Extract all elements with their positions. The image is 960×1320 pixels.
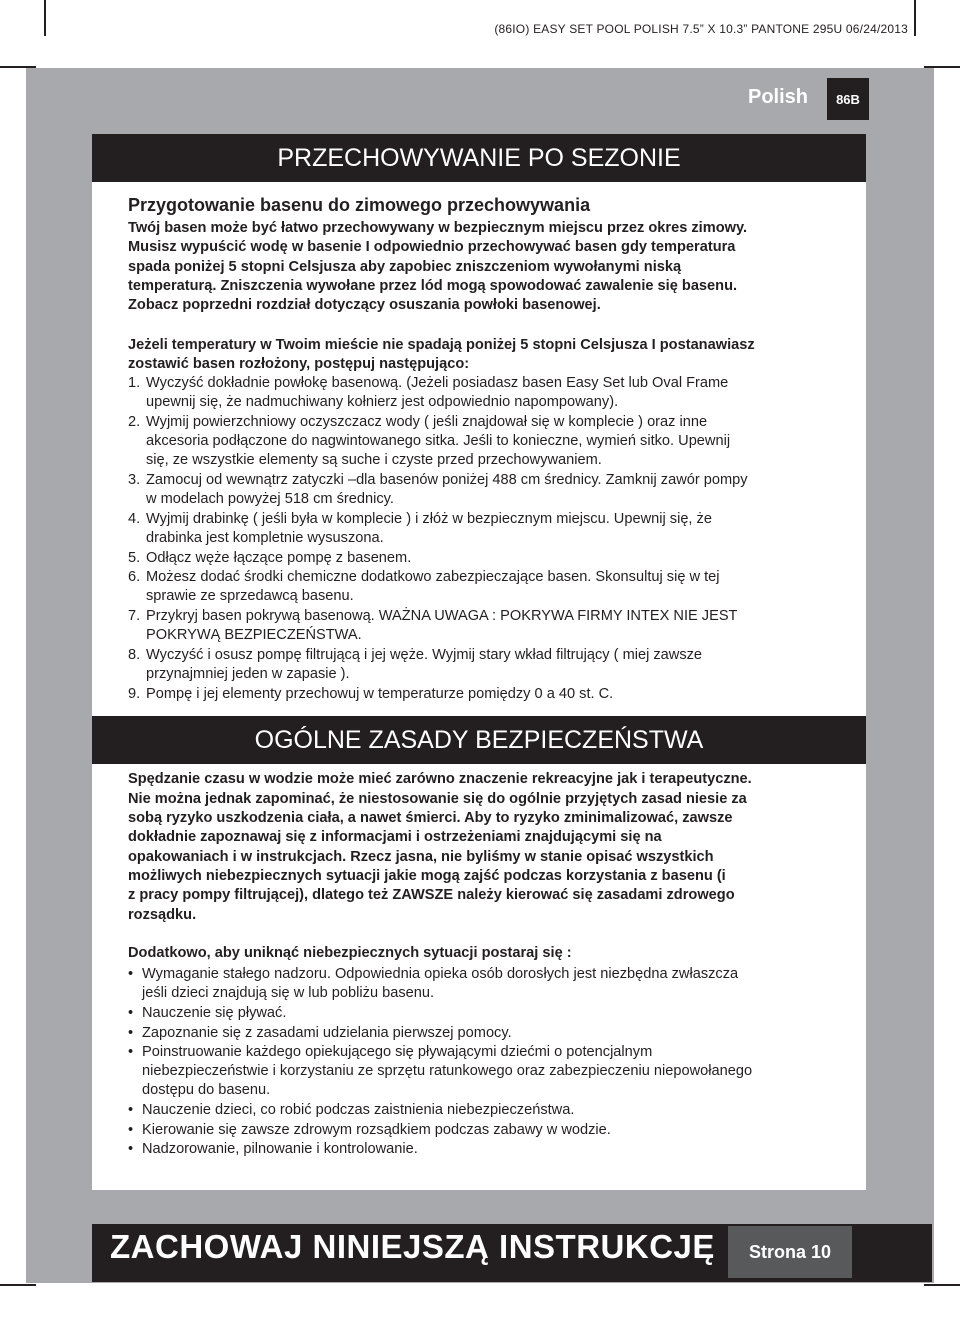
step-line: Wyjmij drabinkę ( jeśli była w komplecie ) i złóż w bezpiecznym miejscu. Upewnij się, że xyxy=(146,511,712,527)
safety-bullet xyxy=(128,1024,832,1043)
step-line: przynajmniej jeden w zapasie ). xyxy=(146,666,350,682)
intro-line: Musisz wypuścić wodę w basenie I odpowiednio przechowywać basen gdy temperatura xyxy=(128,239,736,255)
safety-lead: Dodatkowo, aby uniknąć niebezpiecznych sytuacji postaraj się : xyxy=(128,945,572,961)
step-number: 4. xyxy=(128,511,141,527)
step-line: w modelach powyżej 518 cm średnicy. xyxy=(146,491,394,507)
step-line: Możesz dodać środki chemiczne dodatkowo zabezpieczające basen. Skonsultuj się w tej xyxy=(146,569,720,585)
safety-intro-line: Spędzanie czasu w wodzie może mieć zarówno znaczenie rekreacyjne jak i terapeutyczne. xyxy=(128,771,752,787)
crop-mark xyxy=(44,0,46,36)
bullet-line: Nauczenie dzieci, co robić podczas zaistnienia niebezpieczeństwa. xyxy=(142,1102,575,1118)
bullet-line: Kierowanie się zawsze zdrowym rozsądkiem podczas zabawy w wodzie. xyxy=(142,1122,611,1138)
step-number: 6. xyxy=(128,569,141,585)
page-number: Strona 10 xyxy=(728,1226,852,1278)
bullet-mark: • xyxy=(128,966,134,982)
language-label: Polish xyxy=(747,86,808,108)
safety-bullet xyxy=(128,1121,832,1140)
bullet-mark: • xyxy=(128,1141,134,1157)
page-code-badge: 86B xyxy=(827,78,869,120)
step-item xyxy=(128,471,836,509)
step-number: 8. xyxy=(128,647,141,663)
step-line: Przykryj basen pokrywą basenową. WAŻNA UWAGA : POKRYWA FIRMY INTEX NIE JEST xyxy=(146,608,738,624)
safety-intro-line: z pracy pompy filtrującej), dlatego też ZAWSZE należy kierować się zasadami zdrowego xyxy=(128,887,735,903)
step-line: drabinka jest kompletnie wysuszona. xyxy=(146,530,384,546)
intro-line: spada poniżej 5 stopni Celsjusza aby zapobiec zniszczeniom wywołanymi niską xyxy=(128,259,682,275)
step-line: się, ze wszystkie elementy są suche i czyste przed przechowywaniem. xyxy=(146,452,602,468)
safety-intro-line: Nie można jednak zapominać, że niestosowanie się do ogólnie przyjętych zasad niesie za xyxy=(128,791,747,807)
step-item xyxy=(128,568,836,606)
section-title-safety: OGÓLNE ZASADY BEZPIECZEŃSTWA xyxy=(92,716,866,764)
step-line: upewnij się, że nadmuchiwany kołnierz jest odpowiednio napompowany). xyxy=(146,394,619,410)
crop-mark xyxy=(914,0,916,36)
step-number: 1. xyxy=(128,375,141,391)
safety-bullet xyxy=(128,965,832,1003)
step-line: Zamocuj od wewnątrz zatyczki –dla basenów poniżej 488 cm średnicy. Zamknij zawór pompy xyxy=(146,472,748,488)
condition-line: zostawić basen rozłożony, postępuj następująco: xyxy=(128,356,470,372)
safety-intro-line: rozsądku. xyxy=(128,907,197,923)
intro-line: temperaturą. Zniszczenia wywołane przez lód mogą spowodować zawalenie się basenu. xyxy=(128,278,738,294)
footer-title: ZACHOWAJ NINIEJSZĄ INSTRUKCJĘ xyxy=(110,1228,715,1265)
step-number: 7. xyxy=(128,608,141,624)
bullet-line: niebezpieczeństwie i korzystaniu ze sprzętu ratunkowego oraz zabezpieczeniu niepowołanego xyxy=(142,1063,753,1079)
bullet-mark: • xyxy=(128,1122,134,1138)
step-line: akcesoria podłączone do nagwintowanego sitka. Jeśli to konieczne, wymień sitko. Upewnij xyxy=(146,433,731,449)
step-line: Odłącz węże łączące pompę z basenem. xyxy=(146,550,412,566)
safety-intro-line: dokładnie zapoznawaj się z informacjami i ostrzeżeniami znajdującymi się na xyxy=(128,829,662,845)
step-number: 2. xyxy=(128,414,141,430)
bullet-line: Wymaganie stałego nadzoru. Odpowiednia opieka osób dorosłych jest niezbędna zwłaszcza xyxy=(142,966,739,982)
step-line: Pompę i jej elementy przechowuj w temperaturze pomiędzy 0 a 40 st. C. xyxy=(146,686,614,702)
step-line: Wyjmij powierzchniowy oczyszczacz wody ( jeśli znajdował się w komplecie ) oraz inne xyxy=(146,414,708,430)
section-title-storage: PRZECHOWYWANIE PO SEZONIE xyxy=(92,134,866,182)
bullet-line: jeśli dzieci znajdują się w lub pobliżu basenu. xyxy=(142,985,435,1001)
print-meta: (86IO) EASY SET POOL POLISH 7.5” X 10.3” PANTONE 295U 06/24/2013 xyxy=(494,22,908,36)
intro-line: Twój basen może być łatwo przechowywany w bezpiecznym miejscu przez okres zimowy. xyxy=(128,220,748,236)
step-item xyxy=(128,374,836,412)
condition-line: Jeżeli temperatury w Twoim mieście nie spadają poniżej 5 stopni Celsjusza I postanawiasz xyxy=(128,337,755,353)
step-item xyxy=(128,646,836,684)
bullet-line: Nauczenie się pływać. xyxy=(142,1005,287,1021)
safety-bullet xyxy=(128,1043,832,1100)
safety-bullet xyxy=(128,1101,832,1120)
step-line: Wyczyść i osusz pompę filtrującą i jej węże. Wyjmij stary wkład filtrujący ( miej zawsze xyxy=(146,647,703,663)
step-item xyxy=(128,549,836,568)
safety-intro-line: opakowaniach i w instrukcjach. Rzecz jasna, nie byliśmy w stanie opisać wszystkich xyxy=(128,849,714,865)
safety-intro-line: możliwych niebezpiecznych sytuacji jakie mogą zajść podczas korzystania z basenu (i xyxy=(128,868,726,884)
step-number: 5. xyxy=(128,550,141,566)
step-number: 9. xyxy=(128,686,141,702)
step-line: sprawie ze sprzedawcą basenu. xyxy=(146,588,354,604)
intro-line: Zobacz poprzedni rozdział dotyczący osuszania powłoki basenowej. xyxy=(128,297,601,313)
crop-mark xyxy=(0,1284,36,1286)
bullet-mark: • xyxy=(128,1005,134,1021)
safety-bullet xyxy=(128,1140,832,1159)
safety-intro-line: sobą ryzyko uszkodzenia ciała, a nawet śmierci. Aby to ryzyko zminimalizować, zawsze xyxy=(128,810,733,826)
bullet-mark: • xyxy=(128,1025,134,1041)
step-item xyxy=(128,413,836,470)
crop-mark xyxy=(924,1284,960,1286)
step-line: POKRYWĄ BEZPIECZEŃSTWA. xyxy=(146,627,362,643)
bullet-line: Zapoznanie się z zasadami udzielania pierwszej pomocy. xyxy=(142,1025,512,1041)
safety-bullet xyxy=(128,1004,832,1023)
step-number: 3. xyxy=(128,472,141,488)
bullet-line: Nadzorowanie, pilnowanie i kontrolowanie. xyxy=(142,1141,418,1157)
subsection-title: Przygotowanie basenu do zimowego przechowywania xyxy=(128,195,591,215)
bullet-line: dostępu do basenu. xyxy=(142,1082,271,1098)
step-line: Wyczyść dokładnie powłokę basenową. (Jeżeli posiadasz basen Easy Set lub Oval Frame xyxy=(146,375,729,391)
step-item xyxy=(128,607,836,645)
step-item xyxy=(128,510,836,548)
bullet-mark: • xyxy=(128,1102,134,1118)
bullet-line: Poinstruowanie każdego opiekującego się pływającymi dziećmi o potencjalnym xyxy=(142,1044,653,1060)
bullet-mark: • xyxy=(128,1044,134,1060)
step-item xyxy=(128,685,836,704)
